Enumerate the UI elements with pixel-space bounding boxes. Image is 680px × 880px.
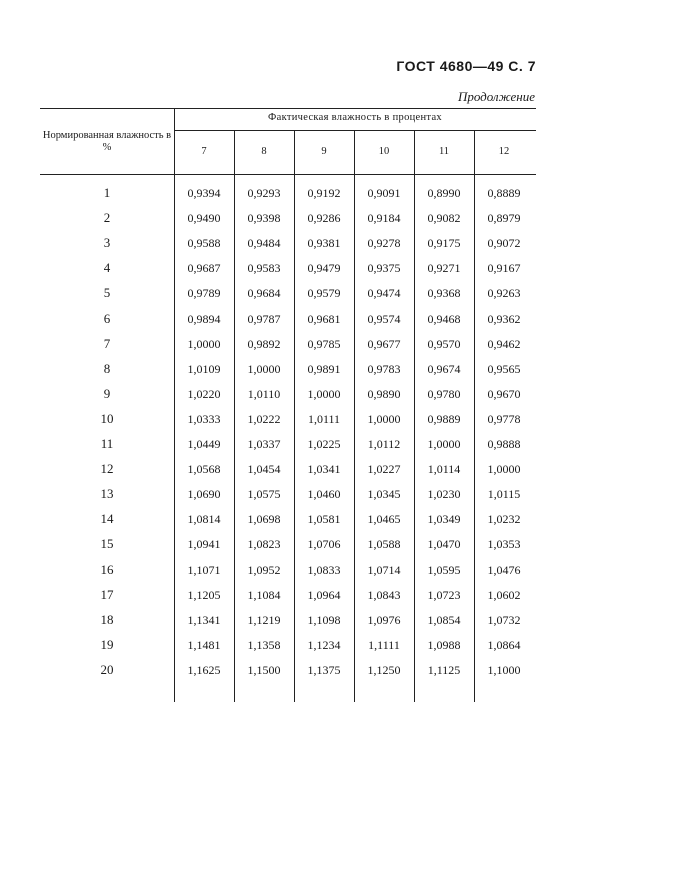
table-cell: 0,9192 [307,186,341,200]
table-cell: 1,0341 [307,462,341,477]
table-cell: 1,0109 [187,361,221,376]
table-cell: 1,1111 [368,637,400,652]
table-cell: 1,1000 [487,662,521,677]
table-cell: 0,9674 [427,361,461,376]
table-cell: 0,9484 [247,236,281,251]
row-label: 10 [100,410,114,426]
table-cell: 1,0230 [427,487,461,502]
row-label: 16 [100,561,114,577]
table-cell: 0,9263 [487,286,521,301]
table-cell: 0,9889 [427,411,461,426]
table-cell: 1,0706 [307,537,341,552]
table-cell: 0,9072 [487,236,521,251]
table-cell: 1,0222 [247,411,281,426]
table-cell: 1,0723 [427,587,461,602]
humidity-table [40,108,536,702]
table-cell: 1,1125 [427,662,461,677]
row-label: 8 [103,360,111,376]
row-label: 9 [103,385,111,401]
table-cell: 0,9398 [247,211,281,226]
row-label: 5 [103,285,111,301]
table-cell: 1,1084 [247,587,281,602]
table-cell: 0,9892 [247,336,281,351]
column-header: 9 [321,146,327,157]
table-cell: 0,9091 [367,186,401,200]
table-cell: 1,0476 [487,562,521,577]
table-cell: 1,0345 [367,487,401,502]
table-cell: 1,0941 [187,537,221,552]
row-label: 12 [100,461,114,477]
table-cell: 0,9462 [487,336,521,351]
table-cell: 1,0225 [307,437,341,451]
table-cell: 1,0823 [247,537,281,552]
table-cell: 1,0690 [187,487,221,502]
table-cell: 1,0227 [367,462,401,477]
table-cell: 0,9278 [367,236,401,251]
table-cell: 1,0698 [247,512,281,527]
table-cell: 0,9681 [307,311,341,326]
table-cell: 0,9787 [247,311,281,326]
table-cell: 1,0220 [187,386,221,401]
table-cell: 1,0349 [427,512,461,527]
table-cell: 1,0000 [367,411,401,426]
table-cell: 1,0000 [247,361,281,376]
table-cell: 1,0000 [307,386,341,401]
table-cell: 1,0454 [247,462,281,477]
table-cell: 0,9175 [427,236,461,251]
table-cell: 1,0353 [487,537,521,552]
group-header-rule [174,130,536,131]
table-cell: 0,9167 [487,261,521,276]
table-cell: 1,1205 [187,587,221,602]
table-cell: 1,0814 [187,512,221,527]
table-cell: 1,1625 [187,662,221,677]
document-header: ГОСТ 4680—49 С. 7 [396,58,536,74]
table-cell: 1,1234 [307,637,341,652]
table-cell: 1,0581 [307,512,341,527]
table-cell: 1,0833 [307,562,341,577]
column-header: 7 [201,146,207,157]
table-cell: 0,9888 [487,437,521,451]
table-cell: 1,0465 [367,512,401,527]
table-cell: 0,9271 [427,261,461,276]
table-cell: 0,9894 [187,311,221,326]
table-cell: 1,0854 [427,612,461,627]
row-label: 7 [103,335,111,351]
table-cell: 0,9890 [367,386,401,401]
table-cell: 0,9082 [427,211,461,226]
table-cell: 1,1071 [187,562,221,577]
table-cell: 0,9375 [367,261,401,276]
table-cell: 1,0449 [187,437,221,451]
table-cell: 0,9468 [427,311,461,326]
table-cell: 1,0843 [367,587,401,602]
table-top-rule [40,108,536,109]
table-cell: 0,9778 [487,411,521,426]
column-group-header: Фактическая влажность в процентах [268,112,442,123]
table-cell: 1,0470 [427,537,461,552]
column-header: 8 [261,146,267,157]
table-cell: 1,1341 [187,612,221,627]
table-cell: 1,0595 [427,562,461,577]
table-cell: 1,0602 [487,587,521,602]
table-cell: 0,8990 [427,186,461,200]
row-label: 19 [100,636,114,652]
table-cell: 0,9783 [367,361,401,376]
table-cell: 1,0864 [487,637,521,652]
table-cell: 0,8889 [487,186,521,200]
table-cell: 0,9785 [307,336,341,351]
table-cell: 0,9474 [367,286,401,301]
table-cell: 1,0952 [247,562,281,577]
row-label: 2 [103,210,111,226]
table-cell: 1,0714 [367,562,401,577]
row-header-label: Нормированная влажность в % [42,130,172,153]
table-cell: 1,1481 [187,637,221,652]
table-cell: 0,9583 [247,261,281,276]
header-bottom-rule [40,174,536,175]
table-cell: 0,9891 [307,361,341,376]
table-cell: 0,9479 [307,261,341,276]
table-cell: 1,1098 [307,612,341,627]
table-cell: 1,1500 [247,662,281,677]
table-cell: 1,0000 [487,462,521,477]
table-cell: 1,0110 [247,386,281,401]
table-cell: 0,9381 [307,236,341,251]
table-cell: 0,9362 [487,311,521,326]
table-cell: 0,9780 [427,386,461,401]
table-cell: 1,0976 [367,612,401,627]
table-cell: 1,0112 [367,437,401,451]
column-header: 10 [378,146,390,157]
row-label: 15 [100,536,114,552]
table-cell: 0,9677 [367,336,401,351]
table-cell: 1,0988 [427,637,461,652]
table-cell: 1,0232 [487,512,521,527]
row-label: 17 [100,586,114,602]
table-cell: 0,9684 [247,286,281,301]
row-label: 13 [100,486,114,502]
row-label: 6 [103,310,111,326]
continuation-label: Продолжение [457,89,535,104]
table-cell: 0,8979 [487,211,521,226]
row-label: 1 [103,185,111,200]
table-cell: 1,0337 [247,437,281,451]
table-cell: 0,9490 [187,211,221,226]
table-cell: 1,0115 [487,487,521,502]
table-cell: 0,9184 [367,211,401,226]
table-cell: 0,9670 [487,386,521,401]
column-header: 11 [438,146,450,157]
row-label: 3 [103,235,111,251]
table-cell: 0,9789 [187,286,221,301]
row-label: 14 [100,511,114,527]
table-cell: 0,9574 [367,311,401,326]
table-cell: 1,1219 [247,612,281,627]
row-label: 18 [100,611,114,627]
table-cell: 0,9368 [427,286,461,301]
table-cell: 1,0111 [307,411,341,426]
table-cell: 1,0575 [247,487,281,502]
table-cell: 1,0000 [427,437,461,451]
table-cell: 1,0732 [487,612,521,627]
table-cell: 1,0964 [307,587,341,602]
table-cell: 1,1358 [247,637,281,652]
table-cell: 1,0568 [187,462,221,477]
table-cell: 1,0114 [427,462,461,477]
table-cell: 0,9565 [487,361,521,376]
row-label: 4 [103,260,111,276]
table-cell: 0,9588 [187,236,221,251]
row-label: 11 [100,436,114,451]
row-label: 20 [100,661,114,677]
table-cell: 1,0000 [187,336,221,351]
table-cell: 0,9286 [307,211,341,226]
table-cell: 0,9579 [307,286,341,301]
column-header: 12 [498,146,510,157]
table-cell: 1,1250 [367,662,401,677]
table-cell: 0,9687 [187,261,221,276]
table-cell: 0,9570 [427,336,461,351]
table-cell: 1,1375 [307,662,341,677]
table-cell: 1,0333 [187,411,221,426]
table-cell: 1,0588 [367,537,401,552]
table-cell: 0,9293 [247,186,281,200]
table-cell: 0,9394 [187,186,221,200]
table-cell: 1,0460 [307,487,341,502]
